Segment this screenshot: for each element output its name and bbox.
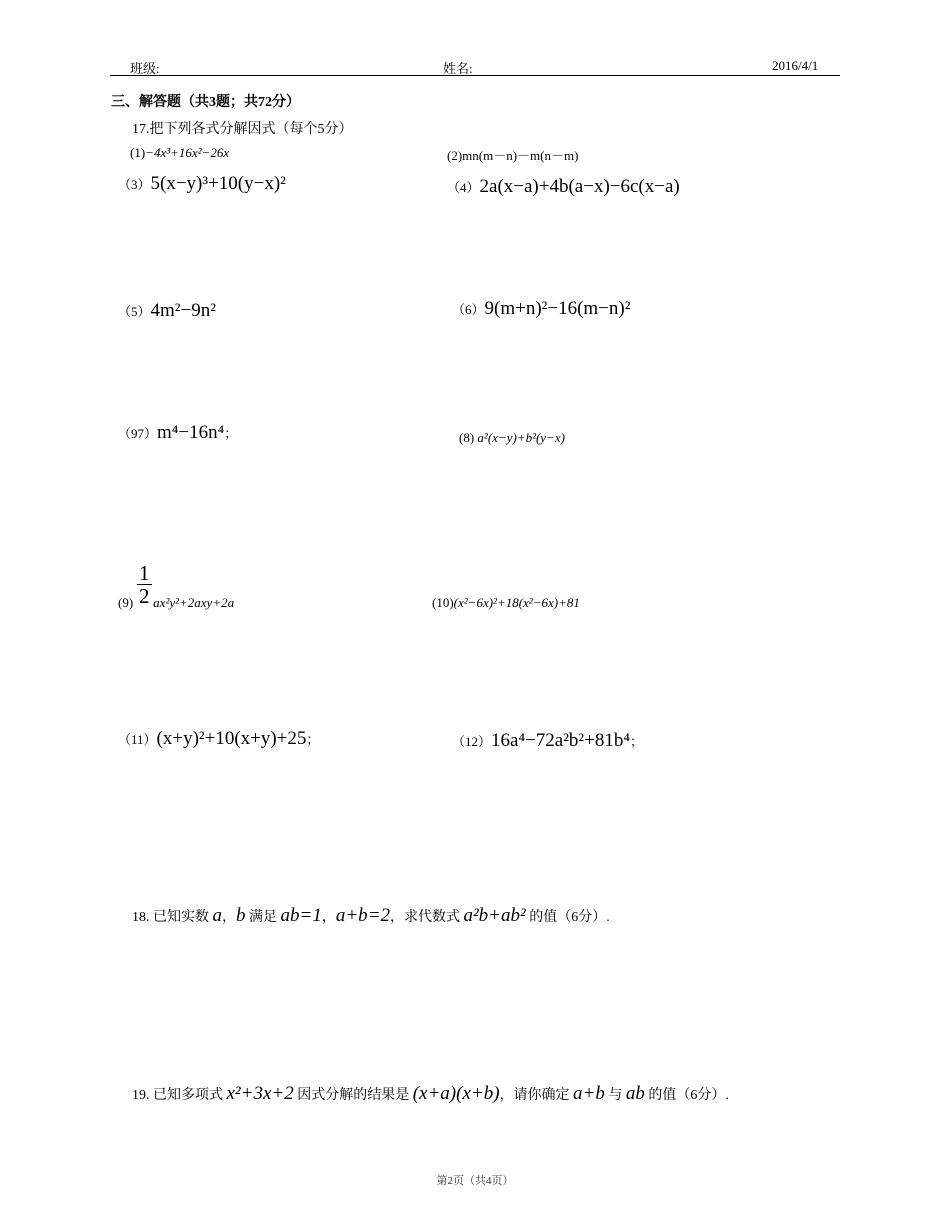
- target-expression: a²b+ab²: [463, 905, 526, 926]
- math-expression: (x²−6x)²+18(x²−6x)+81: [453, 595, 580, 610]
- part-label: （97）: [118, 426, 158, 441]
- sum-expression: a+b: [573, 1083, 605, 1104]
- math-expression: 16a⁴−72a²b²+81b⁴: [491, 730, 630, 751]
- product-expression: ab: [625, 1083, 645, 1104]
- var-a: a: [212, 905, 222, 926]
- q18-mid1: 满足: [249, 910, 277, 925]
- part-label: (1): [130, 145, 146, 160]
- condition-ab: ab=1: [280, 905, 322, 926]
- q17-intro: 17.把下列各式分解因式（每个5分）: [132, 122, 353, 137]
- punctuation: ；: [224, 426, 238, 441]
- class-label: 班级:: [130, 61, 160, 76]
- part-label: (9): [118, 595, 134, 610]
- part-label: （4）: [447, 180, 480, 195]
- q17-part11: [118, 728, 319, 750]
- header-rule: [110, 75, 840, 76]
- q17-part6: [452, 298, 630, 320]
- name-label: 姓名:: [443, 61, 473, 76]
- q19-suffix: 的值（6分）.: [648, 1088, 729, 1103]
- math-expression: mn(m－n)－m(n－m): [462, 148, 579, 163]
- math-expression: 9(m+n)²−16(m−n)²: [484, 298, 631, 319]
- fraction-numerator: 1: [139, 561, 150, 585]
- q19-mid1: 因式分解的结果是: [297, 1088, 410, 1103]
- punctuation: ；: [306, 732, 320, 747]
- part-label: (10): [432, 595, 454, 610]
- factored-form: (x+a)(x+b): [412, 1083, 500, 1104]
- part-label: （6）: [452, 302, 485, 317]
- math-expression: ax²y²+2axy+2a: [153, 595, 235, 610]
- fraction-denominator: 2: [139, 584, 150, 608]
- comma: ，: [222, 910, 236, 925]
- math-expression: (x+y)²+10(x+y)+25: [156, 728, 307, 749]
- q17-part2: [447, 145, 578, 164]
- section-title: 三、解答题（共3题；共72分）: [111, 95, 300, 110]
- part-label: （11）: [118, 732, 157, 747]
- q18-suffix: 的值（6分）.: [529, 910, 610, 925]
- part-label: （3）: [118, 177, 151, 192]
- math-expression: a²(x−y)+b²(y−x): [477, 430, 565, 445]
- q17-part3: [118, 173, 286, 195]
- q19-mid3: 与: [608, 1088, 623, 1103]
- q19-mid2: ，请你确定: [499, 1088, 570, 1103]
- q17-part7: [118, 422, 237, 444]
- q19: [132, 1083, 729, 1105]
- q18: [132, 905, 610, 927]
- part-label: （5）: [118, 304, 151, 319]
- q17-part9: [118, 595, 234, 611]
- q17-part4: [447, 176, 680, 198]
- math-expression: 5(x−y)³+10(y−x)²: [150, 173, 286, 194]
- q18-prefix: 18. 已知实数: [132, 910, 209, 925]
- q17-part8: [459, 430, 565, 446]
- q19-prefix: 19. 已知多项式: [132, 1088, 223, 1103]
- q18-mid2: ，求代数式: [389, 910, 460, 925]
- polynomial: x²+3x+2: [226, 1083, 294, 1104]
- q17-part10: [432, 595, 580, 611]
- part-label: (8): [459, 430, 475, 445]
- condition-sum: a+b=2: [335, 905, 390, 926]
- var-b: b: [236, 905, 246, 926]
- q17-part1: [130, 145, 229, 161]
- part-label: （12）: [452, 734, 492, 749]
- math-expression: −4x³+16x²−26x: [145, 145, 230, 160]
- part-label: (2): [447, 148, 463, 163]
- punctuation: ；: [629, 734, 643, 749]
- comma: ，: [321, 910, 336, 925]
- page-footer: 第2页（共4页）: [436, 1175, 514, 1187]
- math-expression: 4m²−9n²: [150, 300, 216, 321]
- date: 2016/4/1: [772, 58, 819, 73]
- math-expression: m⁴−16n⁴: [157, 422, 225, 443]
- q17-part5: [118, 300, 216, 322]
- q17-part12: [452, 730, 643, 752]
- math-expression: 2a(x−a)+4b(a−x)−6c(x−a): [479, 176, 680, 197]
